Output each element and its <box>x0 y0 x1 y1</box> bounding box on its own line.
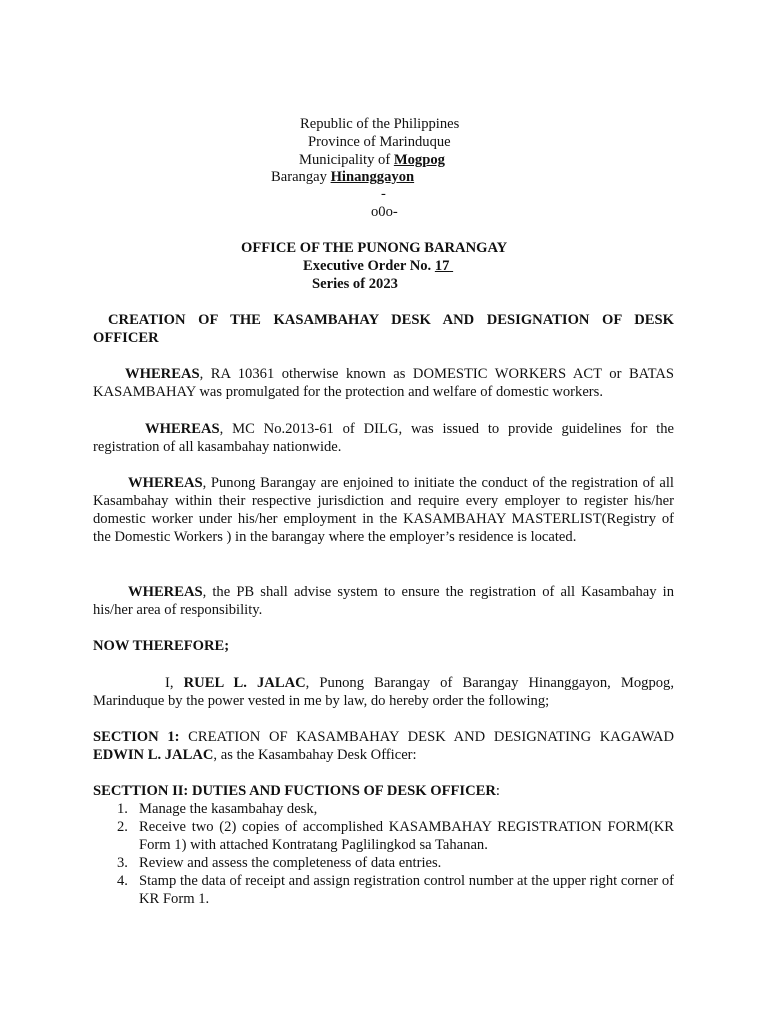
header-republic: Republic of the Philippines <box>300 116 460 132</box>
order-paragraph: I, RUEL L. JALAC, Punong Barangay of Barangay Hinanggayon, Mogpog, Marinduque by the power vested in me by law, do hereby order the following; <box>93 675 674 709</box>
whereas-paragraph-2: WHEREAS, MC No.2013-61 of DILG, was issued to provide guidelines for the registration of all kasambahay nationwide. <box>93 421 674 455</box>
whereas-paragraph-3: WHEREAS, Punong Barangay are enjoined to initiate the conduct of the registration of all Kasambahay within their respective jurisdiction and require every employer to register his/her domestic worker under his/her employment in the KASAMBAHAY MASTERLIST(Registry of the Domestic Workers ) in the barangay where the employer’s residence is located. <box>93 475 674 545</box>
whereas-paragraph-4: WHEREAS, the PB shall advise system to ensure the registration of all Kasambahay in his/her area of responsibility. <box>93 584 674 618</box>
list-item: 4. Stamp the data of receipt and assign registration control number at the upper right corner of KR Form 1. <box>117 873 674 907</box>
barangay-name: Hinanggayon <box>330 169 415 185</box>
list-item: 1. Manage the kasambahay desk, <box>117 801 318 817</box>
now-therefore: NOW THEREFORE; <box>93 638 230 654</box>
list-item: 2. Receive two (2) copies of accomplished KASAMBAHAY REGISTRATION FORM(KR Form 1) with attached Kontratang Paglilingkod sa Tahanan. <box>117 819 674 853</box>
executive-order-number: Executive Order No. 17 <box>303 258 450 274</box>
header-dash: - <box>381 186 386 202</box>
office-title: OFFICE OF THE PUNONG BARANGAY <box>241 240 508 256</box>
header-province: Province of Marinduque <box>308 134 451 150</box>
section-2-heading: SECTTION II: DUTIES AND FUCTIONS OF DESK OFFICER: <box>93 783 500 799</box>
section-1: SECTION 1: CREATION OF KASAMBAHAY DESK AND DESIGNATING KAGAWAD EDWIN L. JALAC, as the Kasambahay Desk Officer: <box>93 729 674 763</box>
header-barangay: Barangay Hinanggayon <box>271 169 415 185</box>
header-ornament: o0o- <box>371 204 398 220</box>
duties-list <box>93 800 674 908</box>
list-item: 3. Review and assess the completeness of data entries. <box>117 855 442 871</box>
whereas-paragraph-1: WHEREAS, RA 10361 otherwise known as DOMESTIC WORKERS ACT or BATAS KASAMBAHAY was promulgated for the protection and welfare of domestic workers. <box>93 366 674 400</box>
header-municipality: Municipality of Mogpog <box>299 152 445 168</box>
series-year: Series of 2023 <box>312 276 398 292</box>
order-title: CREATION OF THE KASAMBAHAY DESK AND DESIGNATION OF DESK OFFICER <box>93 312 674 346</box>
municipality-name: Mogpog <box>393 152 445 168</box>
